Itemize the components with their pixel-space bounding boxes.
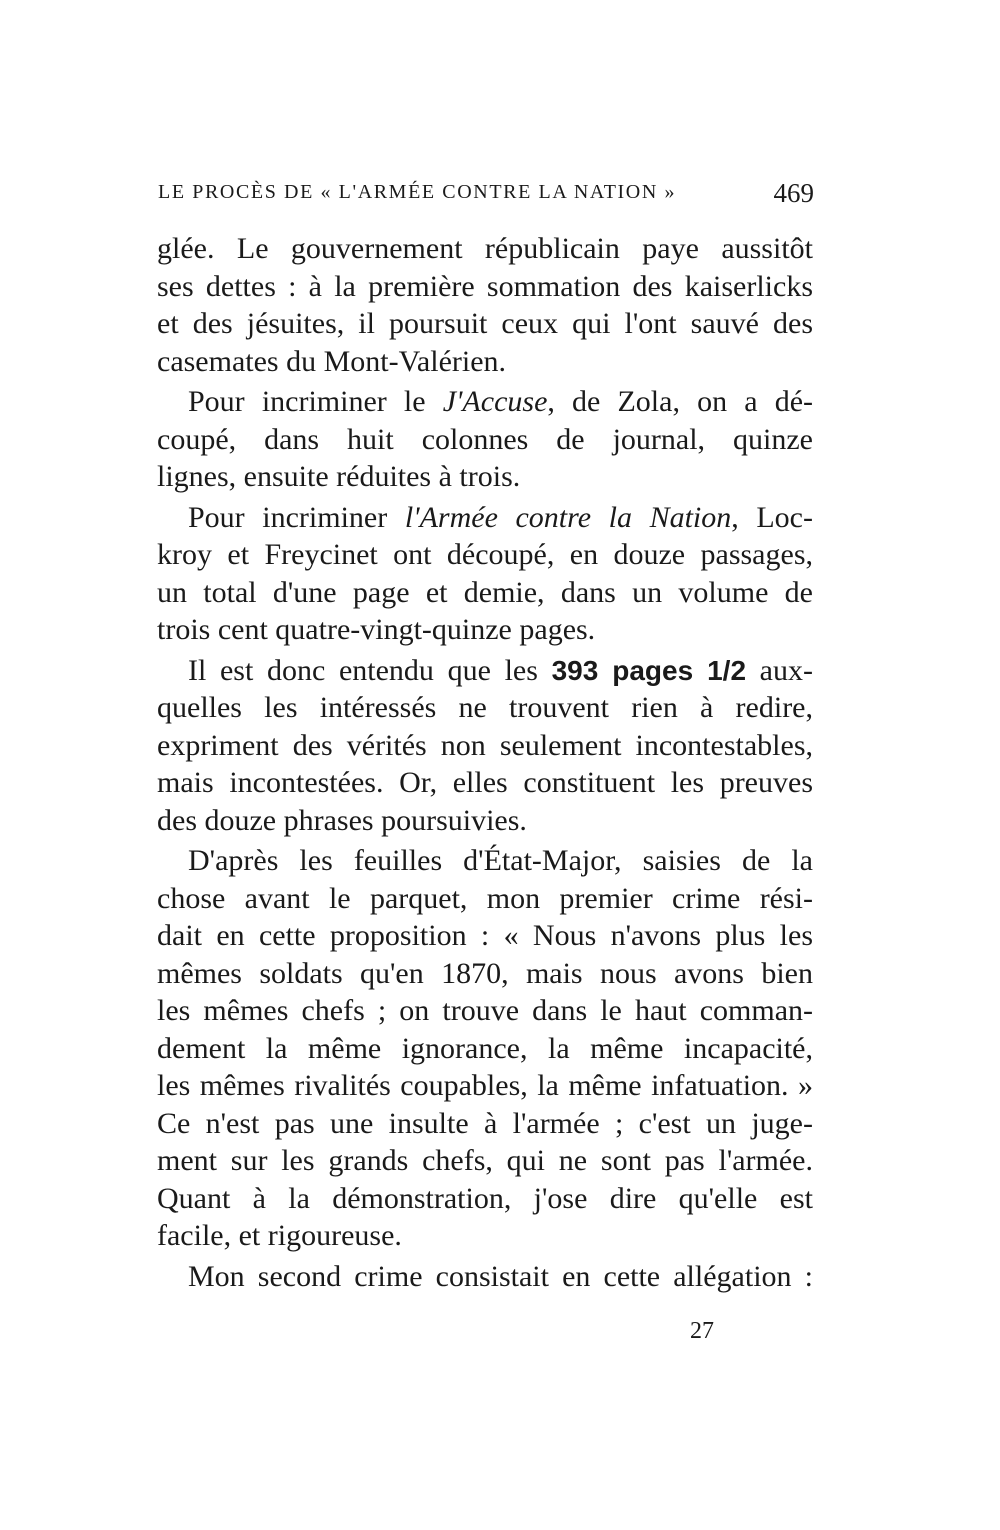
text-line: glée. Le gouvernement républicain paye aussitôt — [157, 232, 813, 265]
running-head — [158, 178, 814, 208]
text-line: Mon second crime consistait en cette allégation : — [188, 1259, 813, 1293]
text-line: expriment des vérités non seulement incontestables, — [157, 728, 813, 762]
text-line — [157, 383, 813, 421]
running-title: LE PROCÈS DE « L'ARMÉE CONTRE LA NATION » — [158, 181, 677, 203]
signature-mark: 27 — [690, 1318, 714, 1344]
text-line: ses dettes : à la première sommation des kaiserlicks — [157, 269, 813, 303]
text-line: et des jésuites, il poursuit ceux qui l'ont sauvé des — [157, 307, 813, 340]
text-line: facile, et rigoureuse. — [157, 1219, 402, 1252]
page-number: 469 — [773, 178, 814, 208]
title-italic: l'Armée contre la Nation — [404, 500, 732, 534]
text-run: , de Zola, on a dé- — [547, 385, 813, 418]
text-line: ment sur les grands chefs, qui ne sont pas l'armée. — [157, 1144, 813, 1177]
text-line: les mêmes rivalités coupables, la même infatuation. » — [157, 1069, 813, 1102]
text-run: Il est donc entendu que les — [188, 653, 552, 687]
paragraph — [157, 842, 813, 1255]
text-line: coupé, dans huit colonnes de journal, quinze — [157, 422, 813, 456]
paragraph — [157, 383, 813, 496]
text-run: Pour incriminer le — [188, 385, 443, 418]
paragraph — [157, 652, 813, 840]
text-line: D'après les feuilles d'État-Major, saisies de la — [188, 844, 813, 877]
paragraph — [157, 230, 813, 380]
text-line: kroy et Freycinet ont découpé, en douze passages, — [157, 538, 813, 571]
text-line: trois cent quatre-vingt-quinze pages. — [157, 613, 596, 646]
text-line: lignes, ensuite réduites à trois. — [157, 460, 521, 493]
text-run: aux- — [746, 653, 813, 687]
paragraph — [157, 499, 813, 649]
text-line: chose avant le parquet, mon premier crime rési- — [157, 881, 813, 915]
text-line: mais incontestées. Or, elles constituent les preuves — [157, 766, 813, 799]
text-line: mêmes soldats qu'en 1870, mais nous avons bien — [157, 956, 813, 990]
text-line — [157, 499, 813, 537]
text-line: des douze phrases poursuivies. — [157, 803, 527, 837]
paragraph — [157, 1258, 813, 1296]
text-line: les mêmes chefs ; on trouve dans le haut comman- — [157, 994, 813, 1027]
text-run: , Loc- — [731, 500, 813, 534]
text-line: Quant à la démonstration, j'ose dire qu'elle est — [157, 1181, 813, 1215]
text-line: casemates du Mont-Valérien. — [157, 344, 507, 378]
page-count-bold: 393 pages 1/2 — [551, 654, 747, 686]
text-line — [157, 652, 813, 690]
text-line: Ce n'est pas une insulte à l'armée ; c'est un juge- — [157, 1106, 813, 1140]
text-line: un total d'une page et demie, dans un volume de — [157, 575, 813, 609]
text-run: Pour incriminer — [188, 500, 405, 534]
title-italic: J'Accuse — [442, 385, 548, 418]
text-line: dait en cette proposition : « Nous n'avons plus les — [157, 919, 813, 952]
body-text — [157, 230, 813, 1295]
text-line: quelles les intéressés ne trouvent rien à redire, — [157, 691, 813, 724]
text-line: dement la même ignorance, la même incapacité, — [157, 1031, 813, 1065]
